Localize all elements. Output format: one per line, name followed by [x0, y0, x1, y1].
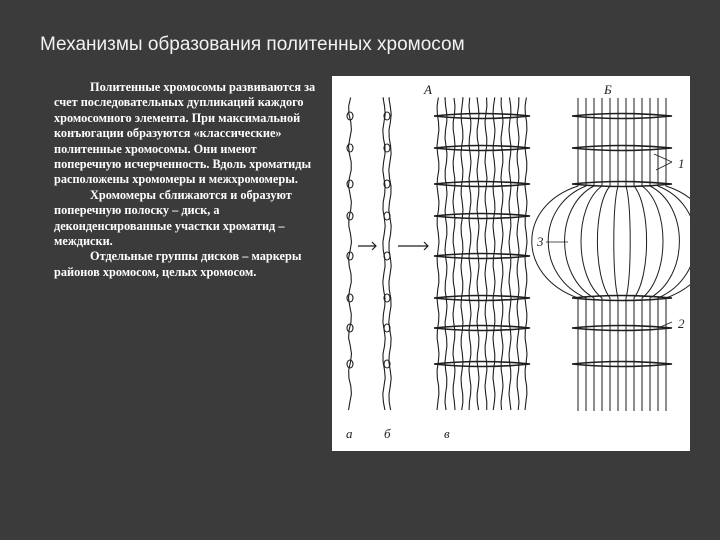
diagram-drawing [332, 76, 690, 451]
slide-title: Механизмы образования политенных хромосом [40, 34, 465, 55]
disc-v-0 [434, 114, 530, 119]
arrow-a-b [358, 242, 376, 250]
disc-B-2 [572, 182, 672, 187]
disc-v-3 [434, 214, 530, 219]
strand-B-8 [642, 98, 663, 411]
chromomere-a-5 [347, 294, 353, 302]
chromomere-a-2 [347, 180, 353, 188]
polytene-chromosome-diagram [332, 76, 690, 451]
panel-label-b: Б [604, 82, 612, 97]
disc-v-5 [434, 296, 530, 301]
disc-v-1 [434, 146, 530, 151]
bottom-label-v: в [444, 426, 450, 441]
chromomere-a-1 [347, 144, 353, 152]
chromomere-b-3 [384, 212, 390, 220]
disc-B-5 [572, 362, 672, 367]
paragraph-2: Хромомеры сближаются и образуют поперечную полоску – диск, а деконденсированные участки хроматид – междиски. [54, 187, 292, 249]
strand-B-0 [532, 98, 578, 411]
disc-v-7 [434, 362, 530, 367]
strand-a [349, 98, 352, 410]
strand-B-3 [581, 98, 602, 411]
chromomere-b-4 [384, 252, 390, 260]
disc-B-0 [572, 114, 672, 119]
disc-B-3 [572, 296, 672, 301]
bottom-label-b: б [384, 426, 391, 441]
paragraph-1: Политенные хромосомы развиваются за счет последовательных дупликаций каждого хромосомного элемента. При максимальной конъюгации образуются «классические» политенные хромосомы. Они имеют поперечную исчерченность. Вдоль хроматиды расположены хромомеры и межхромомеры. [54, 80, 316, 187]
disc-v-6 [434, 326, 530, 331]
body-text [54, 80, 326, 280]
side-label-2: 2 [678, 316, 685, 331]
pointer-1 [654, 154, 672, 170]
panel-label-a: А [424, 82, 432, 97]
disc-B-4 [572, 326, 672, 331]
side-label-3: 3 [537, 234, 544, 249]
disc-v-4 [434, 254, 530, 259]
disc-v-2 [434, 182, 530, 187]
paragraph-3: Отдельные группы дисков – маркеры районов хромосом, целых хромосом. [54, 249, 302, 279]
side-label-1: 1 [678, 156, 685, 171]
bottom-label-a: а [346, 426, 353, 441]
disc-B-1 [572, 146, 672, 151]
arrow-b-v [398, 242, 428, 250]
